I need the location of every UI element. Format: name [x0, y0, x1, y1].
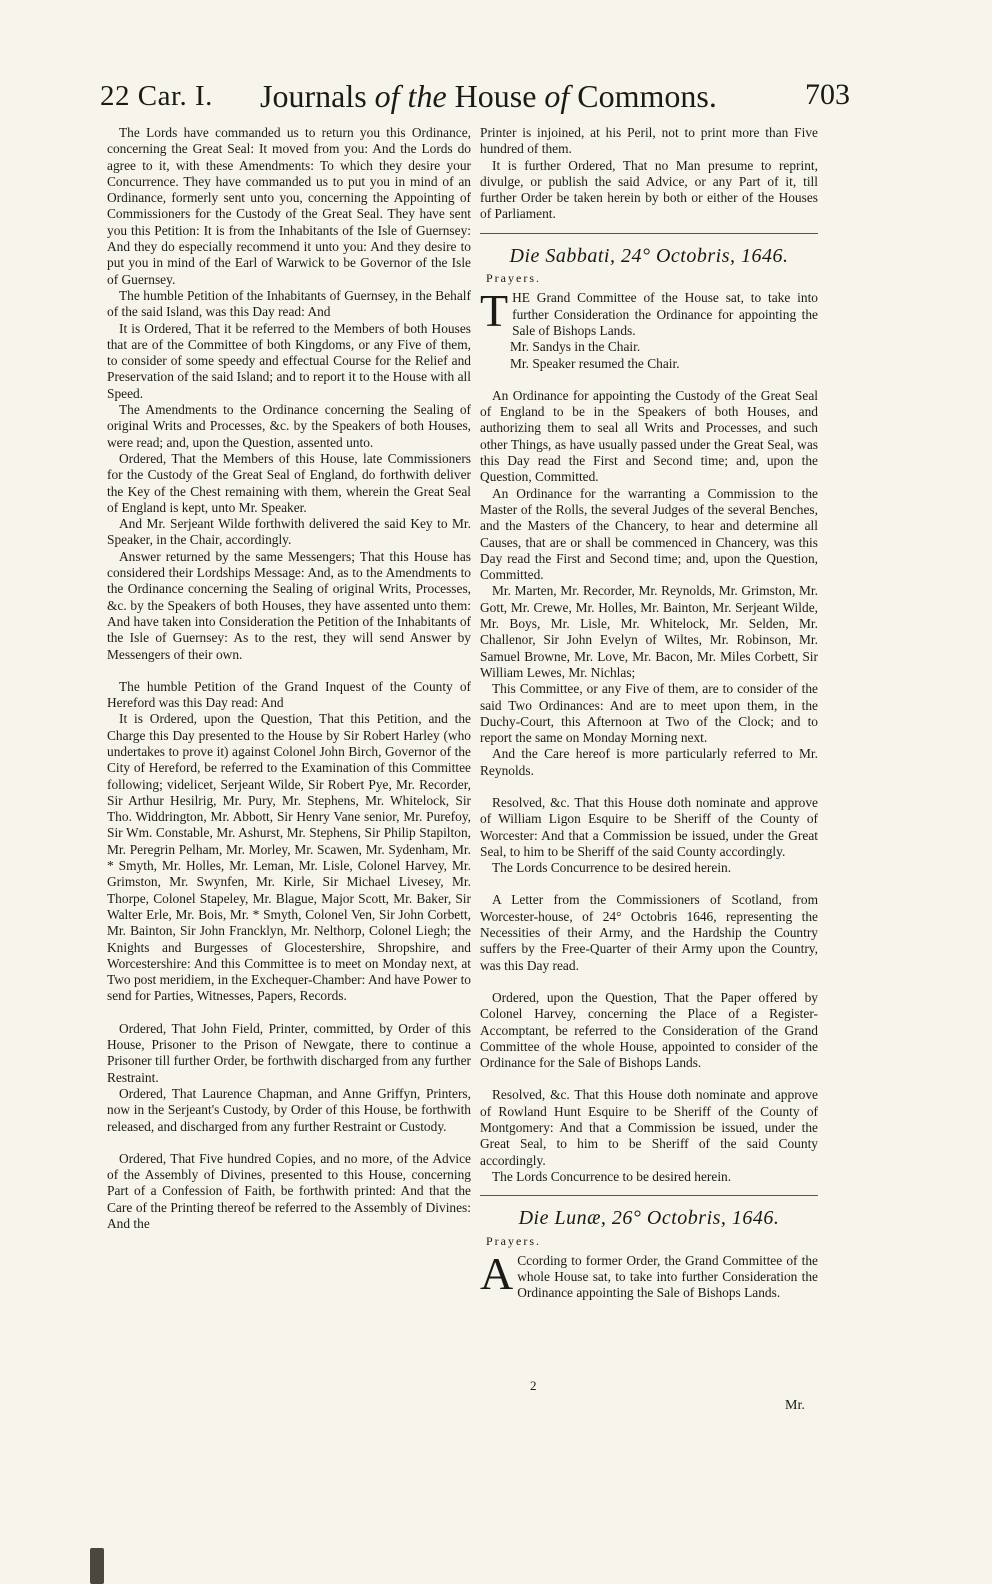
paragraph: Resolved, &c. That this House doth nominate and approve of Rowland Hunt Esquire to be Sheriff of the County of Montgomery: And that a Commission be issued, under the Great Seal, to him to be Sheriff of the said County accordingly. — [480, 1087, 818, 1168]
paragraph-text: Ccording to former Order, the Grand Committee of the whole House sat, to take into further Consideration the Ordinance appointing the Sale of Bishops Lands. — [517, 1252, 818, 1301]
paragraph: And the Care hereof is more particularly referred to Mr. Reynolds. — [480, 746, 818, 778]
scan-edge-mark — [90, 1548, 104, 1584]
paragraph: The humble Petition of the Grand Inquest of the County of Hereford was this Day read: And — [107, 678, 471, 711]
paragraph: The Lords Concurrence to be desired herein. — [492, 860, 732, 876]
journal-title — [260, 78, 717, 115]
date-heading: Die Lunæ, 26° Octobris, 1646. — [518, 1207, 780, 1230]
paragraph — [480, 285, 818, 339]
right-column — [480, 125, 818, 1302]
paragraph-text: HE Grand Committee of the House sat, to take into further Consideration the Ordinance for appointing the Sale of Bishops Lands. — [512, 290, 818, 338]
paragraph: A Letter from the Commissioners of Scotland, from Worcester-house, of 24° Octobris 1646, representing the Necessities of their Army, and the Hardship the Country suffers by the Free-Quarter of their Army upon the Country, was this Day read. — [480, 892, 818, 973]
paragraph: It is Ordered, That it be referred to the Members of both Houses that are of the Committee of both Kingdoms, or any Five of them, to consider of some speedy and effectual Course for the Relief and Preservation of the said Island; and to report it to the House with all Speed. — [107, 320, 471, 401]
paragraph: Mr. Speaker resumed the Chair. — [510, 355, 680, 371]
catchword: Mr. — [785, 1398, 805, 1413]
paragraph: An Ordinance for appointing the Custody of the Great Seal of England to be in the Speakers of both Houses, and authorizing them to seal all Writs and Processes, and such other Things, as have usually passed under the Great Seal, was this Day read the First and Second time; and, upon the Question, Committed. — [480, 387, 818, 485]
date-heading: Die Sabbati, 24° Octobris, 1646. — [509, 244, 789, 267]
paragraph: Ordered, That Laurence Chapman, and Anne Griffyn, Printers, now in the Serjeant's Custody, by Order of this House, be forthwith released, and discharged from any further Restraint or Custody. — [107, 1085, 471, 1134]
title-word-house: House — [454, 78, 545, 114]
paragraph: The Lords have commanded us to return you this Ordinance, concerning the Great Seal: It moved from you: And the Lords do agree to it, with these Amendments: To which they desire your Concurrence. They have commanded us to put you in mind of an Ordinance, formerly sent unto you, concerning the Appointing of Commissioners for the Custody of the Great Seal. They have sent you this Petition: It is from the Inhabitants of the Isle of Guernsey: And they do especially recommend it unto you: And they desire to put you in mind of the Earl of Warwick to be Governor of the Isle of Guernsey. — [107, 125, 471, 287]
paragraph: Printer is injoined, at his Peril, not to print more than Five hundred of them. — [480, 125, 818, 157]
paragraph: The Lords Concurrence to be desired herein. — [492, 1168, 732, 1184]
title-word-of-2: of — [544, 78, 578, 114]
paragraph: Mr. Sandys in the Chair. — [510, 339, 641, 355]
paragraph: Mr. Marten, Mr. Recorder, Mr. Reynolds, Mr. Grimston, Mr. Gott, Mr. Crewe, Mr. Holles, Mr. Bainton, Mr. Serjeant Wilde, Mr. Boys, Mr. Lisle, Mr. Whitelock, Mr. Selden, Mr. Challenor, Sir John Evelyn of Wiltes, Mr. Robinson, Mr. Samuel Browne, Mr. Love, Mr. Bacon, Mr. Miles Corbett, Sir William Lewes, Mr. Nichlas; — [480, 583, 818, 680]
paragraph: Ordered, That John Field, Printer, committed, by Order of this House, Prisoner to the Prison of Newgate, there to continue a Prisoner till further Order, be forthwith discharged from any further Restraint. — [107, 1020, 471, 1085]
page-number: 703 — [805, 78, 850, 111]
paragraph: It is further Ordered, That no Man presume to reprint, divulge, or publish the said Advice, or any Part of it, till further Order be taken herein by both or either of the Houses of Parliament. — [480, 157, 818, 222]
left-column — [107, 125, 471, 1232]
paragraph: Ordered, That Five hundred Copies, and no more, of the Advice of the Assembly of Divines, presented to this House, concerning Part of a Confession of Faith, be forthwith printed: And that the Care of the Printing thereof be referred to the Assembly of Divines: And the — [107, 1150, 471, 1231]
signature-mark: 2 — [530, 1378, 537, 1393]
paragraph: The Amendments to the Ordinance concerning the Sealing of original Writs and Processes, &c. by the Speakers of both Houses, were read; and, upon the Question, assented unto. — [107, 402, 471, 450]
prayers-label: Prayers. — [486, 1233, 541, 1248]
paragraph: Ordered, That the Members of this House, late Commissioners for the Custody of the Great Seal of England, do forthwith deliver the Key of the Chest remaining with them, wherein the Great Seal of England is kept, unto Mr. Speaker. — [107, 450, 471, 515]
paragraph: Answer returned by the same Messengers; That this House has considered their Lordships Message: And, as to the Amendments to the Ordinance concerning the Sealing of original Writs, Processes, &c. by the Speakers of both Houses, they have assented unto them: And have taken into Consideration the Petition of the Inhabitants of the Isle of Guernsey: As to the rest, they will send Answer by Messengers of their own. — [107, 548, 471, 662]
section-divider — [480, 233, 818, 234]
title-word-of: of — [374, 78, 408, 114]
drop-cap: A — [480, 1247, 514, 1299]
title-word-journals: Journals — [260, 78, 375, 114]
title-word-commons: Commons. — [577, 78, 717, 114]
regnal-year: 22 Car. I. — [100, 80, 213, 112]
running-header — [100, 78, 850, 120]
paragraph: An Ordinance for the warranting a Commission to the Master of the Rolls, the several Judges of the several Benches, and the Masters of the Chancery, to hear and determine all Causes, that are or shall be commenced in Chancery, was this Day read the First and Second time; and, upon the Question, Committed. — [480, 485, 818, 583]
title-word-the: the — [407, 78, 455, 114]
paragraph: Ordered, upon the Question, That the Paper offered by Colonel Harvey, concerning the Place of a Register-Accomptant, be referred to the Consideration of the Grand Committee of the whole House, appointed to consider of the Ordinance for the Sale of Bishops Lands. — [480, 989, 818, 1071]
section-divider — [480, 1195, 818, 1196]
paragraph: And Mr. Serjeant Wilde forthwith delivered the said Key to Mr. Speaker, in the Chair, accordingly. — [107, 516, 471, 548]
drop-cap: T — [480, 285, 509, 337]
paragraph — [480, 1247, 818, 1302]
paragraph: It is Ordered, upon the Question, That this Petition, and the Charge this Day presented to the House by Sir Robert Harley (who undertakes to prove it) against Colonel John Birch, Governor of the City of Hereford, be referred to the Examination of this Committee following; videlicet, Serjeant Wilde, Sir Robert Pye, Mr. Recorder, Sir Arthur Hesilrig, Mr. Pury, Mr. Stephens, Mr. Whitelock, Sir Tho. Widdrington, Mr. Abbott, Sir Henry Vane senior, Mr. Purefoy, Sir Wm. Constable, Mr. Ashurst, Mr. Stephens, Sir Philip Stapilton, Mr. Peregrin Pelham, Mr. Morley, Mr. Scawen, Mr. Sydenham, Mr. * Smyth, Mr. Holles, Mr. Leman, Mr. Lisle, Colonel Harvey, Mr. Grimston, Mr. Swynfen, Mr. Kirle, Sir Michael Livesey, Mr. Thorpe, Colonel Stapeley, Mr. Blague, Major Scott, Mr. Baker, Sir Walter Erle, Mr. Bois, Mr. * Smyth, Colonel Ven, Sir John Corbett, Mr. Bainton, Sir John Francklyn, Mr. Nelthorp, Colonel Liegh; the Knights and Burgesses of Glocestershire, Shropshire, and Worcestershire: And this Committee is to meet on Monday next, at Two post meridiem, in the Exchequer-Chamber: And have Power to send for Parties, Witnesses, Papers, Records. — [107, 711, 471, 1004]
paragraph: The humble Petition of the Inhabitants of Guernsey, in the Behalf of the said Island, was this Day read: And — [107, 287, 471, 320]
prayers-label: Prayers. — [486, 271, 541, 286]
paragraph: This Committee, or any Five of them, are to consider of the said Two Ordinances: And are to meet upon them, in the Duchy-Court, this Afternoon at Two of the Clock; and to report the same on Monday Morning next. — [480, 681, 818, 746]
paragraph: Resolved, &c. That this House doth nominate and approve of William Ligon Esquire to be Sheriff of the County of Worcester: And that a Commission be issued, under the Great Seal, to him to be Sheriff of the said County accordingly. — [480, 794, 818, 859]
